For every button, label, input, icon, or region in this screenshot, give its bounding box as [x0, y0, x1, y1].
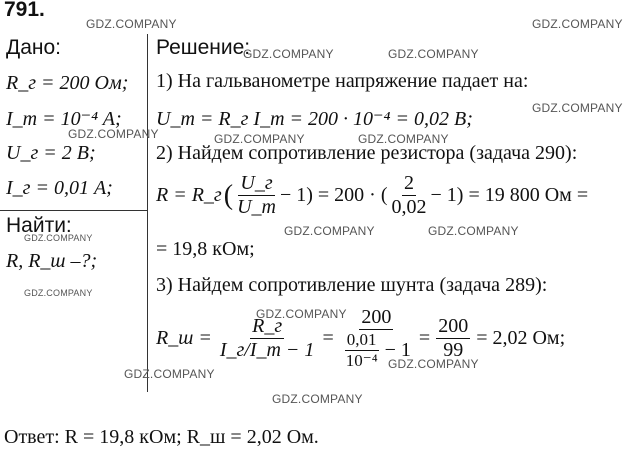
watermark: GDZ.COMPANY — [86, 17, 177, 31]
watermark: GDZ.COMPANY — [24, 233, 93, 243]
given-line-max-current: I_m = 10⁻⁴ A; — [6, 108, 122, 130]
eq3-den2-den: 10⁻⁴ — [345, 350, 378, 370]
eq3-equals-1: = — [322, 326, 334, 349]
watermark: GDZ.COMPANY — [284, 224, 375, 238]
watermark: GDZ.COMPANY — [388, 357, 479, 371]
solution-equation-3 — [156, 306, 565, 370]
eq2-fraction-2 — [390, 172, 429, 219]
given-find-divider — [0, 210, 148, 211]
eq2-den2: 0,02 — [391, 196, 427, 218]
solution-header: Решение: — [156, 36, 251, 59]
find-line: R, R_ш –?; — [6, 250, 98, 272]
watermark: GDZ.COMPANY — [358, 132, 449, 146]
eq2-fraction-1 — [235, 172, 278, 219]
answer-line: Ответ: R = 19,8 кОм; R_ш = 2,02 Ом. — [4, 426, 319, 448]
problem-number: 791. — [4, 0, 45, 21]
eq3-den2-tail: − 1 — [384, 338, 411, 361]
eq3-fraction-1 — [218, 315, 317, 362]
eq2-den: U_m — [237, 196, 276, 218]
solution-equation-1: U_m = R_г I_m = 200 · 10⁻⁴ = 0,02 В; — [156, 108, 473, 130]
given-header: Дано: — [6, 36, 62, 59]
eq3-den2-fraction — [344, 330, 380, 370]
eq3-fraction-3 — [436, 315, 470, 362]
solution-equation-2 — [156, 172, 588, 219]
eq3-den3: 99 — [443, 338, 464, 361]
watermark: GDZ.COMPANY — [428, 224, 519, 238]
watermark: GDZ.COMPANY — [532, 17, 623, 31]
solution-step-3: 3) Найдем сопротивление шунта (задача 289): — [156, 274, 548, 296]
given-line-current: I_г = 0,01 A; — [6, 177, 113, 199]
eq3-num2: 200 — [361, 306, 392, 328]
eq2-num: U_г — [240, 172, 273, 194]
eq2-mid: − 1) = 200 · ( — [279, 184, 388, 206]
eq2-num2: 2 — [404, 172, 414, 194]
watermark: GDZ.COMPANY — [532, 101, 623, 115]
given-line-voltage: U_г = 2 В; — [6, 142, 96, 164]
solution-step-2: 2) Найдем сопротивление резистора (задача 290): — [156, 142, 578, 164]
eq3-equals-2: = — [418, 326, 431, 349]
given-line-resistance: R_г = 200 Ом; — [6, 72, 129, 94]
column-divider — [147, 34, 148, 392]
watermark: GDZ.COMPANY — [256, 307, 347, 321]
watermark: GDZ.COMPANY — [388, 47, 479, 61]
eq3-den2-num: 0,01 — [346, 330, 377, 349]
eq3-den1: I_г/I_m − 1 — [219, 338, 315, 361]
eq2-rhs: − 1) = 19 800 Ом = — [430, 184, 589, 206]
watermark: GDZ.COMPANY — [24, 288, 93, 298]
eq2-lhs: R = R_г — [156, 184, 222, 206]
find-header: Найти: — [6, 214, 72, 237]
eq2-open-paren: ( — [223, 179, 234, 211]
eq3-num1: R_г — [252, 314, 283, 337]
watermark: GDZ.COMPANY — [124, 367, 215, 381]
eq3-rhs: = 2,02 Ом; — [476, 326, 566, 349]
watermark: GDZ.COMPANY — [272, 392, 363, 406]
solution-step-1: 1) На гальванометре напряжение падает на: — [156, 70, 529, 92]
solution-equation-2-continued: = 19,8 кОм; — [156, 238, 255, 260]
watermark: GDZ.COMPANY — [214, 132, 305, 146]
watermark: GDZ.COMPANY — [68, 127, 159, 141]
watermark: GDZ.COMPANY — [243, 47, 334, 61]
eq3-num3: 200 — [438, 314, 469, 337]
eq3-lhs: R_ш = — [156, 326, 212, 349]
